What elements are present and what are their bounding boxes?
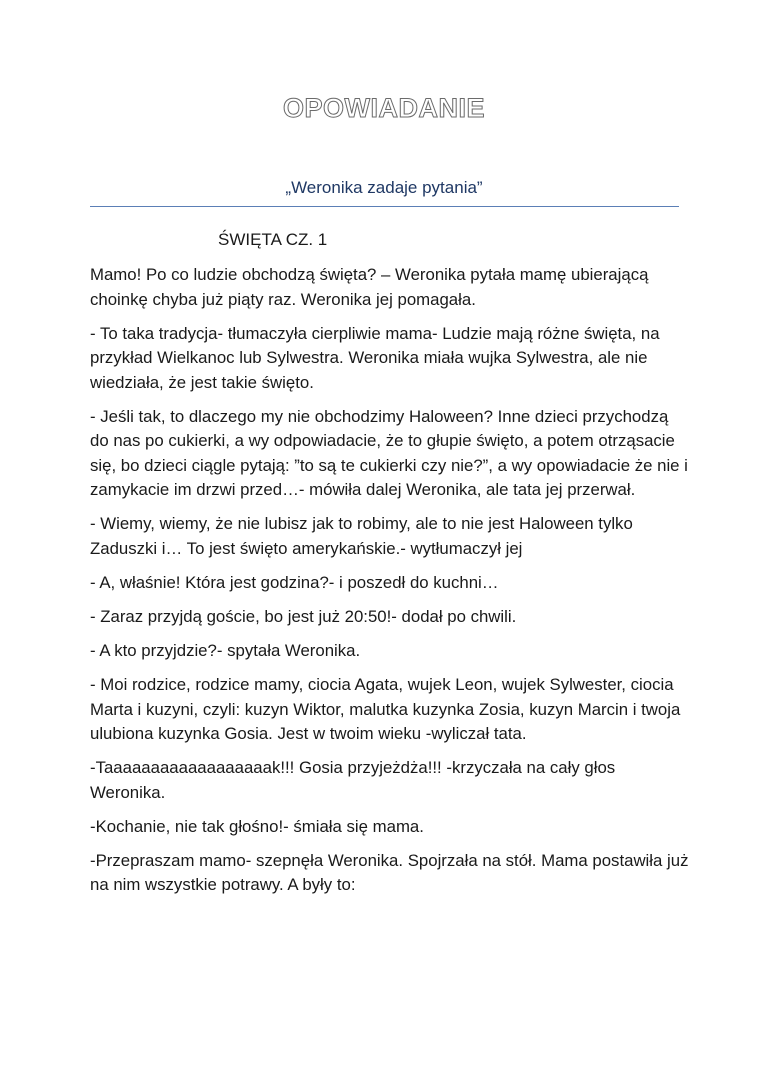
paragraph: -Kochanie, nie tak głośno!- śmiała się mama. — [90, 816, 424, 836]
paragraph: -Taaaaaaaaaaaaaaaaaak!!! Gosia przyjeżdża!!! -krzyczała na cały głos Weronika. — [90, 758, 616, 802]
document-title: OPOWIADANIE — [282, 93, 485, 123]
paragraph: - A, właśnie! Która jest godzina?- i poszedł do kuchni… — [90, 572, 499, 592]
section-heading: ŚWIĘTA CZ. 1 — [218, 230, 328, 249]
paragraph: - To taka tradycja- tłumaczyła cierpliwie mama- Ludzie mają różne święta, na przykład Wielkanoc lub Sylwestra. Weronika miała wujka Sylwestra, ale nie wiedziała, że jest takie święto. — [90, 323, 660, 392]
paragraph: - Moi rodzice, rodzice mamy, ciocia Agata, wujek Leon, wujek Sylwester, ciocia Marta i kuzyni, czyli: kuzyn Wiktor, malutka kuzynka Zosia, kuzyn Marcin i twoja ulubiona kuzynka Gosia. Jest w twoim wieku -wyliczał tata. — [90, 675, 681, 744]
paragraph: - Zaraz przyjdą goście, bo jest już 20:50!- dodał po chwili. — [90, 606, 517, 626]
paragraph: Mamo! Po co ludzie obchodzą święta? – Weronika pytała mamę ubierającą choinkę chyba już piąty raz. Weronika jej pomagała. — [90, 265, 649, 309]
horizontal-divider — [90, 206, 679, 207]
story-subtitle: „Weronika zadaje pytania” — [285, 178, 483, 197]
paragraph: - A kto przyjdzie?- spytała Weronika. — [90, 641, 361, 661]
paragraph: - Wiemy, wiemy, że nie lubisz jak to robimy, ale to nie jest Haloween tylko Zaduszki i… To jest święto amerykańskie.- wytłumaczył jej — [90, 514, 633, 558]
story-body — [90, 263, 690, 908]
paragraph: - Jeśli tak, to dlaczego my nie obchodzimy Haloween? Inne dzieci przychodzą do nas po cukierki, a wy odpowiadacie, że to głupie święto, a potem otrząsacie się, bo dzieci ciągle pytają: ”to są te cukierki czy nie?”, a wy opowiadacie że nie i zamykacie im drzwi przed…- mówiła dalej Weronika, ale tata jej przerwał. — [90, 406, 688, 500]
paragraph: -Przepraszam mamo- szepnęła Weronika. Spojrzała na stół. Mama postawiła już na nim wszystkie potrawy. A były to: — [90, 850, 689, 895]
